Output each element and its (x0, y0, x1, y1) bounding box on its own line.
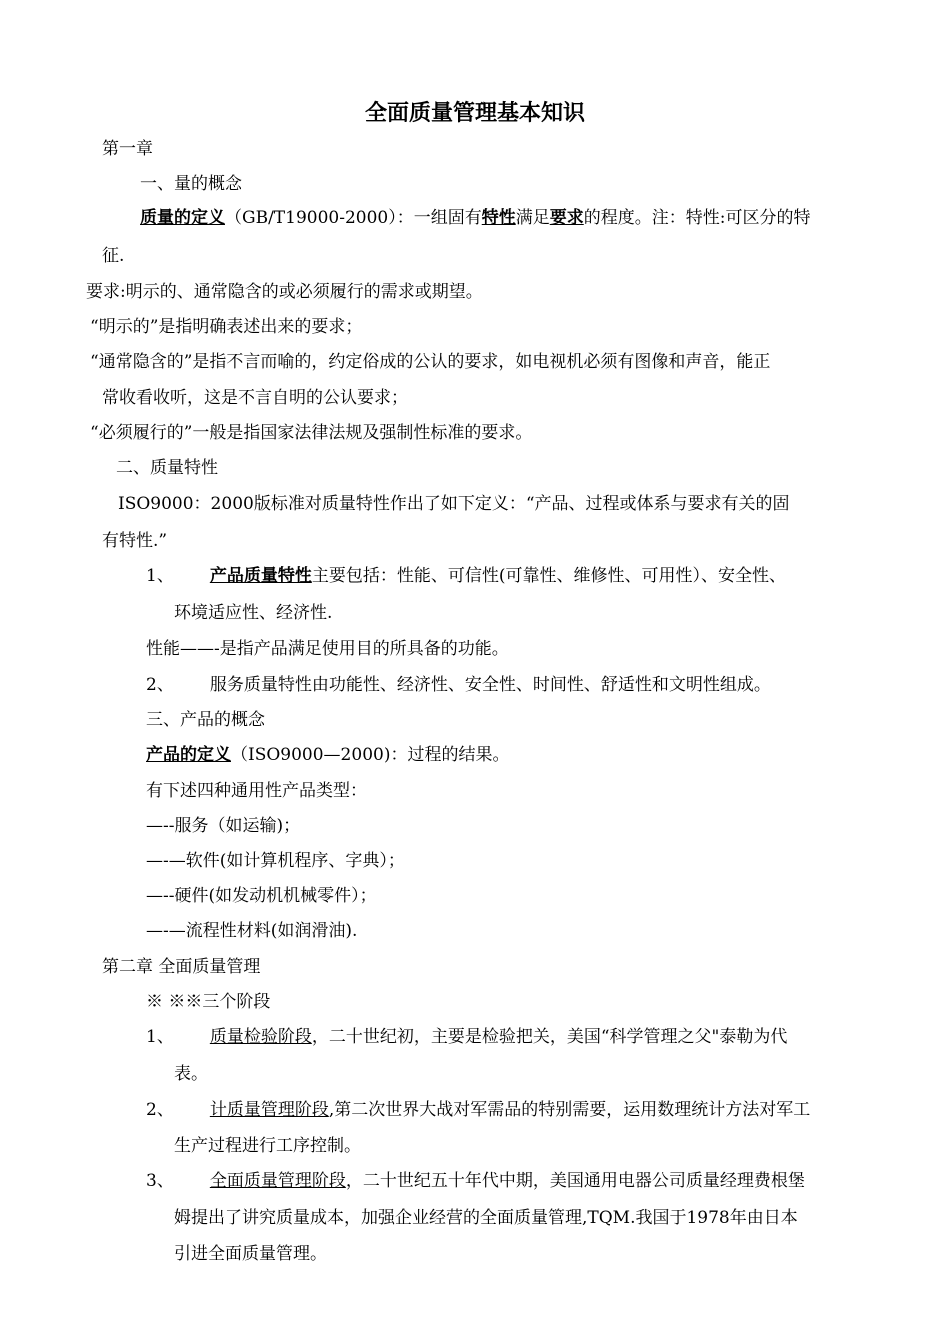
stage-1-line (146, 1025, 787, 1049)
stage-1-term: 质量检验阶段 (209, 1027, 312, 1047)
stage-3-term: 全面质量管理阶段 (209, 1171, 346, 1191)
stage-1-number: 1、 (146, 1027, 174, 1047)
stages-heading: ※ ※※三个阶段 (146, 992, 271, 1012)
section-3-heading: 三、产品的概念 (146, 710, 265, 730)
iso-definition-line-1: ISO9000：2000版标准对质量特性作出了如下定义：“产品、过程或体系与要求有关的固 (118, 494, 790, 514)
explicit-line: “明示的”是指明确表述出来的要求； (90, 317, 363, 337)
product-type-item: —-—软件(如计算机程序、字典）； (146, 851, 405, 871)
quality-definition-part2: 满足 (515, 208, 550, 228)
stage-3-number: 3、 (146, 1171, 174, 1191)
stage-3-text: ，二十世纪五十年代中期，美国通用电器公司质量经理费根堡 (345, 1171, 805, 1191)
mandatory-line: “必须履行的”一般是指国家法律法规及强制性标准的要求。 (90, 423, 533, 443)
stage-3-continuation: 姆提出了讲究质量成本，加强企业经营的全面质量管理,TQM.我国于1978年由日本 (174, 1208, 798, 1228)
performance-line: 性能——-是指产品满足使用目的所具备的功能。 (146, 639, 509, 659)
item-1-line (146, 564, 786, 588)
implied-line-2: 常收看收听，这是不言自明的公认要求； (102, 388, 408, 408)
stage-1-text: ，二十世纪初，主要是检验把关，美国“科学管理之父"泰勒为代 (311, 1027, 788, 1047)
chapter-2-heading: 第二章 全面质量管理 (102, 957, 261, 977)
stage-3-continuation-2: 引进全面质量管理。 (174, 1244, 327, 1264)
iso-definition-line-2: 有特性.” (102, 531, 168, 551)
keyword-characteristic: 特性 (481, 208, 516, 228)
quality-definition-part3: 的程度。注：特性:可区分的特 (583, 208, 811, 228)
stage-2-text: ,第二次世界大战对军需品的特别需要，运用数理统计方法对军工 (328, 1100, 811, 1120)
product-quality-characteristic-term: 产品质量特性 (209, 566, 312, 586)
product-type-item: —-—流程性材料(如润滑油). (146, 921, 358, 941)
product-definition-line (146, 743, 509, 767)
product-type-item: —--服务（如运输)； (146, 816, 301, 836)
quality-definition-continuation: 征. (102, 246, 125, 266)
requirement-line: 要求:明示的、通常隐含的或必须履行的需求或期望。 (86, 282, 483, 302)
quality-definition-line (140, 206, 810, 230)
chapter-1-heading: 第一章 (102, 139, 153, 159)
item-1-number: 1、 (146, 566, 174, 586)
product-type-item: —--硬件(如发动机机械零件）； (146, 886, 377, 906)
item-2-text: 服务质量特性由功能性、经济性、安全性、时间性、舒适性和文明性组成。 (209, 675, 771, 695)
section-1-heading: 一、量的概念 (140, 174, 242, 194)
item-1-continuation: 环境适应性、经济性. (174, 603, 333, 623)
keyword-requirement: 要求 (549, 208, 584, 228)
stage-2-line (146, 1098, 810, 1122)
quality-definition-part1: （GB/T19000-2000）：一组固有 (225, 208, 482, 228)
stage-3-line (146, 1169, 805, 1193)
item-2-line (146, 673, 771, 697)
item-2-number: 2、 (146, 675, 174, 695)
quality-definition-term: 质量的定义 (140, 208, 225, 228)
product-definition-text: （ISO9000—2000)：过程的结果。 (231, 745, 510, 765)
stage-2-term: 计质量管理阶段 (209, 1100, 329, 1120)
document-title: 全面质量管理基本知识 (364, 101, 585, 126)
section-2-heading: 二、质量特性 (116, 458, 218, 478)
stage-2-continuation: 生产过程进行工序控制。 (174, 1136, 361, 1156)
stage-2-number: 2、 (146, 1100, 174, 1120)
item-1-text: 主要包括：性能、可信性(可靠性、维修性、可用性）、安全性、 (311, 566, 786, 586)
product-definition-term: 产品的定义 (146, 745, 231, 765)
stage-1-continuation: 表。 (174, 1064, 208, 1084)
implied-line-1: “通常隐含的”是指不言而喻的，约定俗成的公认的要求，如电视机必须有图像和声音，能正 (90, 352, 771, 372)
product-types-intro: 有下述四种通用性产品类型： (146, 781, 367, 801)
